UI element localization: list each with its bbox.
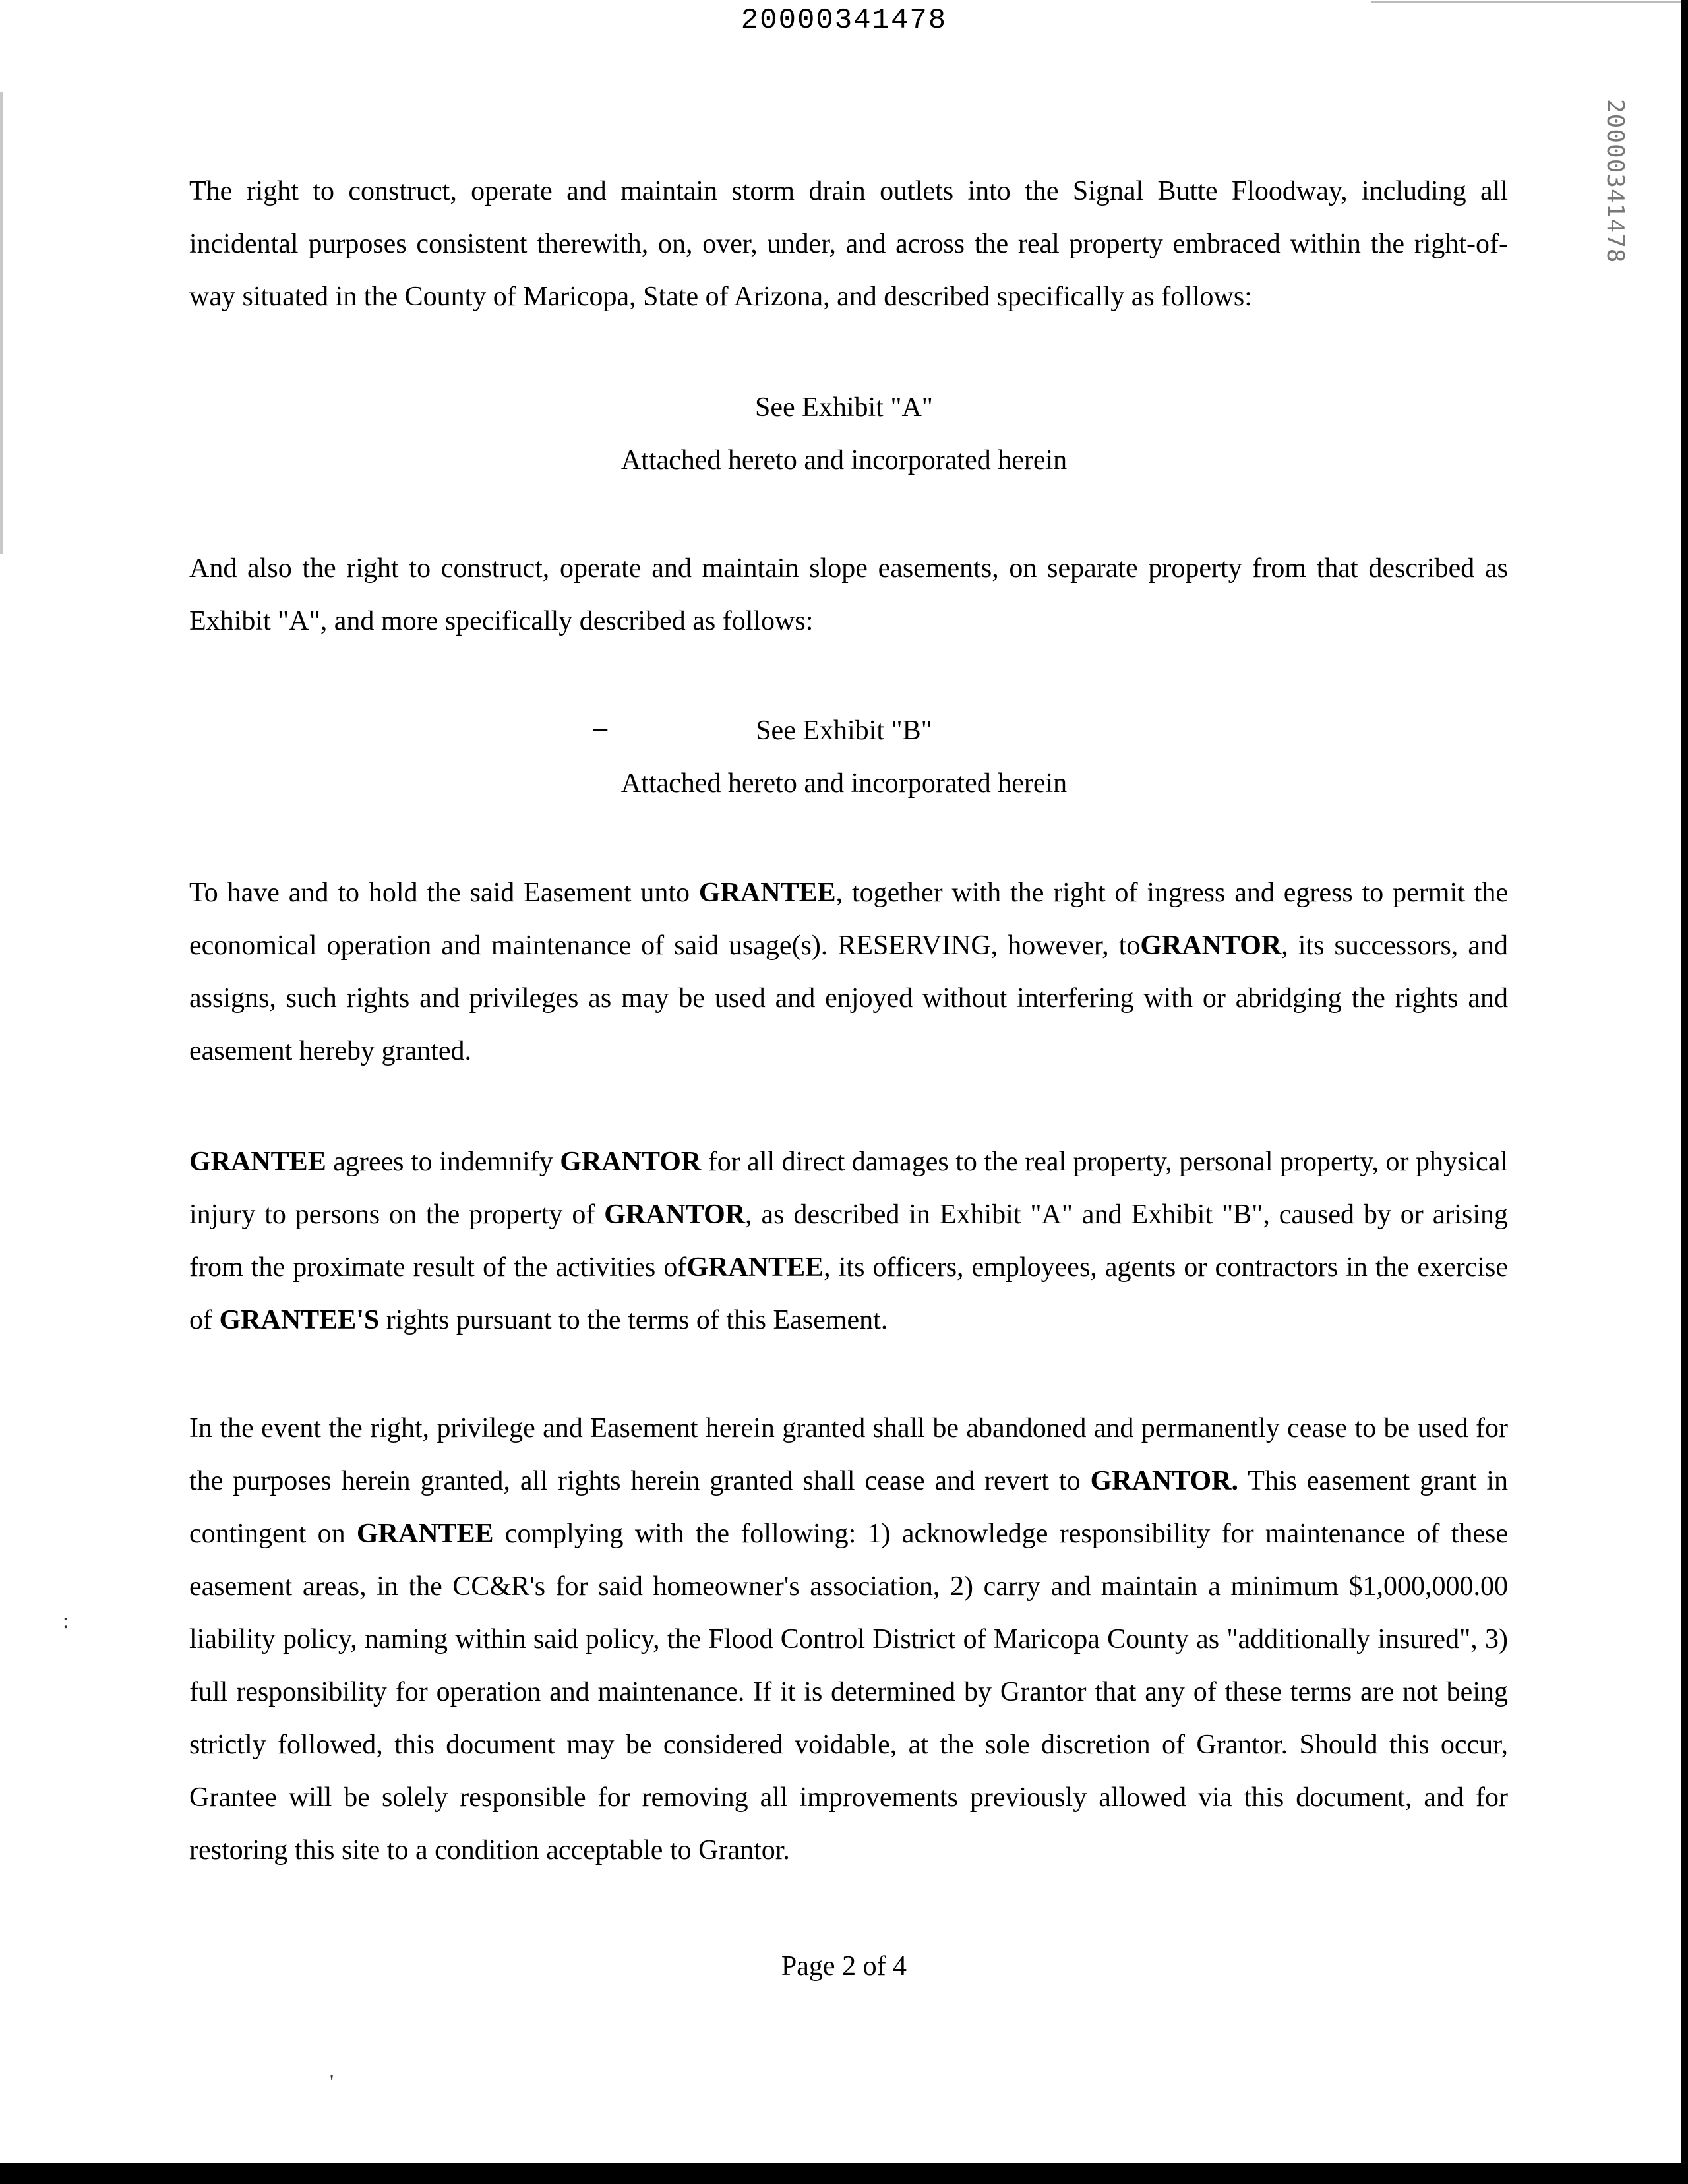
scan-speck: : bbox=[63, 1609, 69, 1633]
page-number: Page 2 of 4 bbox=[781, 1951, 907, 1982]
scan-bottom-bar bbox=[0, 2163, 1688, 2184]
recording-number: 20000341478 bbox=[740, 4, 948, 37]
stray-dash-mark: – bbox=[593, 713, 607, 743]
paragraph-indemnify: GRANTEE agrees to indemnify GRANTOR for all direct damages to the real property, personal property, or physical injury to persons on the property of GRANTOR, as described in Exhibit "A" and Exhibit "B", caused by or arising from the proximate result of the activities ofGRANTEE, its officers, employees, agents or contractors in the exercise of GRANTEE'S rights pursuant to the terms of this Easement. bbox=[189, 1147, 1509, 1335]
scan-edge-line bbox=[1372, 1, 1688, 3]
exhibit-a-attached: Attached hereto and incorporated herein bbox=[620, 445, 1068, 475]
paragraph-abandonment-and-conditions: In the event the right, privilege and Easement herein granted shall be abandoned and permanently cease to be used for the purposes herein granted, all rights herein granted shall cease and revert to GRANTOR. This easement grant in contingent on GRANTEE complying with the following: 1) acknowledge responsibility for maintenance of these easement areas, in the CC&R's for said homeowner's association, 2) carry and maintain a minimum $1,000,000.00 liability policy, naming within said policy, the Flood Control District of Maricopa County as "additionally insured", 3) full responsibility for operation and maintenance. If it is determined by Grantor that any of these terms are not being strictly followed, this document may be considered voidable, at the sole discretion of Grantor. Should this occur, Grantee will be solely responsible for removing all improvements previously allowed via this document, and for restoring this site to a condition acceptable to Grantor. bbox=[189, 1413, 1508, 1866]
scan-right-edge bbox=[1681, 0, 1688, 2184]
scan-speck: ' bbox=[330, 2071, 334, 2095]
paragraph-storm-drain-rights: The right to construct, operate and maintain storm drain outlets into the Signal Butte Floodway, including all incidental purposes consistent therewith, on, over, under, and across the real property embraced within the right-of-way situated in the County of Maricopa, State of Arizona, and described specifically as follows: bbox=[189, 176, 1508, 312]
exhibit-b-reference: See Exhibit "B" bbox=[756, 715, 932, 746]
side-recording-stamp: 20000341478 bbox=[1602, 99, 1629, 264]
exhibit-b-attached: Attached hereto and incorporated herein bbox=[620, 768, 1068, 799]
paragraph-have-and-hold: To have and to hold the said Easement unto GRANTEE, together with the right of ingress and egress to permit the economical operation and maintenance of said usage(s). RESERVING, however, toGRANTOR, its successors, and assigns, such rights and privileges as may be used and enjoyed without interfering with or abridging the rights and easement hereby granted. bbox=[189, 878, 1508, 1066]
exhibit-a-reference: See Exhibit "A" bbox=[755, 392, 933, 423]
paragraph-slope-easements: And also the right to construct, operate and maintain slope easements, on separate property from that described as Exhibit "A", and more specifically described as follows: bbox=[189, 553, 1508, 636]
